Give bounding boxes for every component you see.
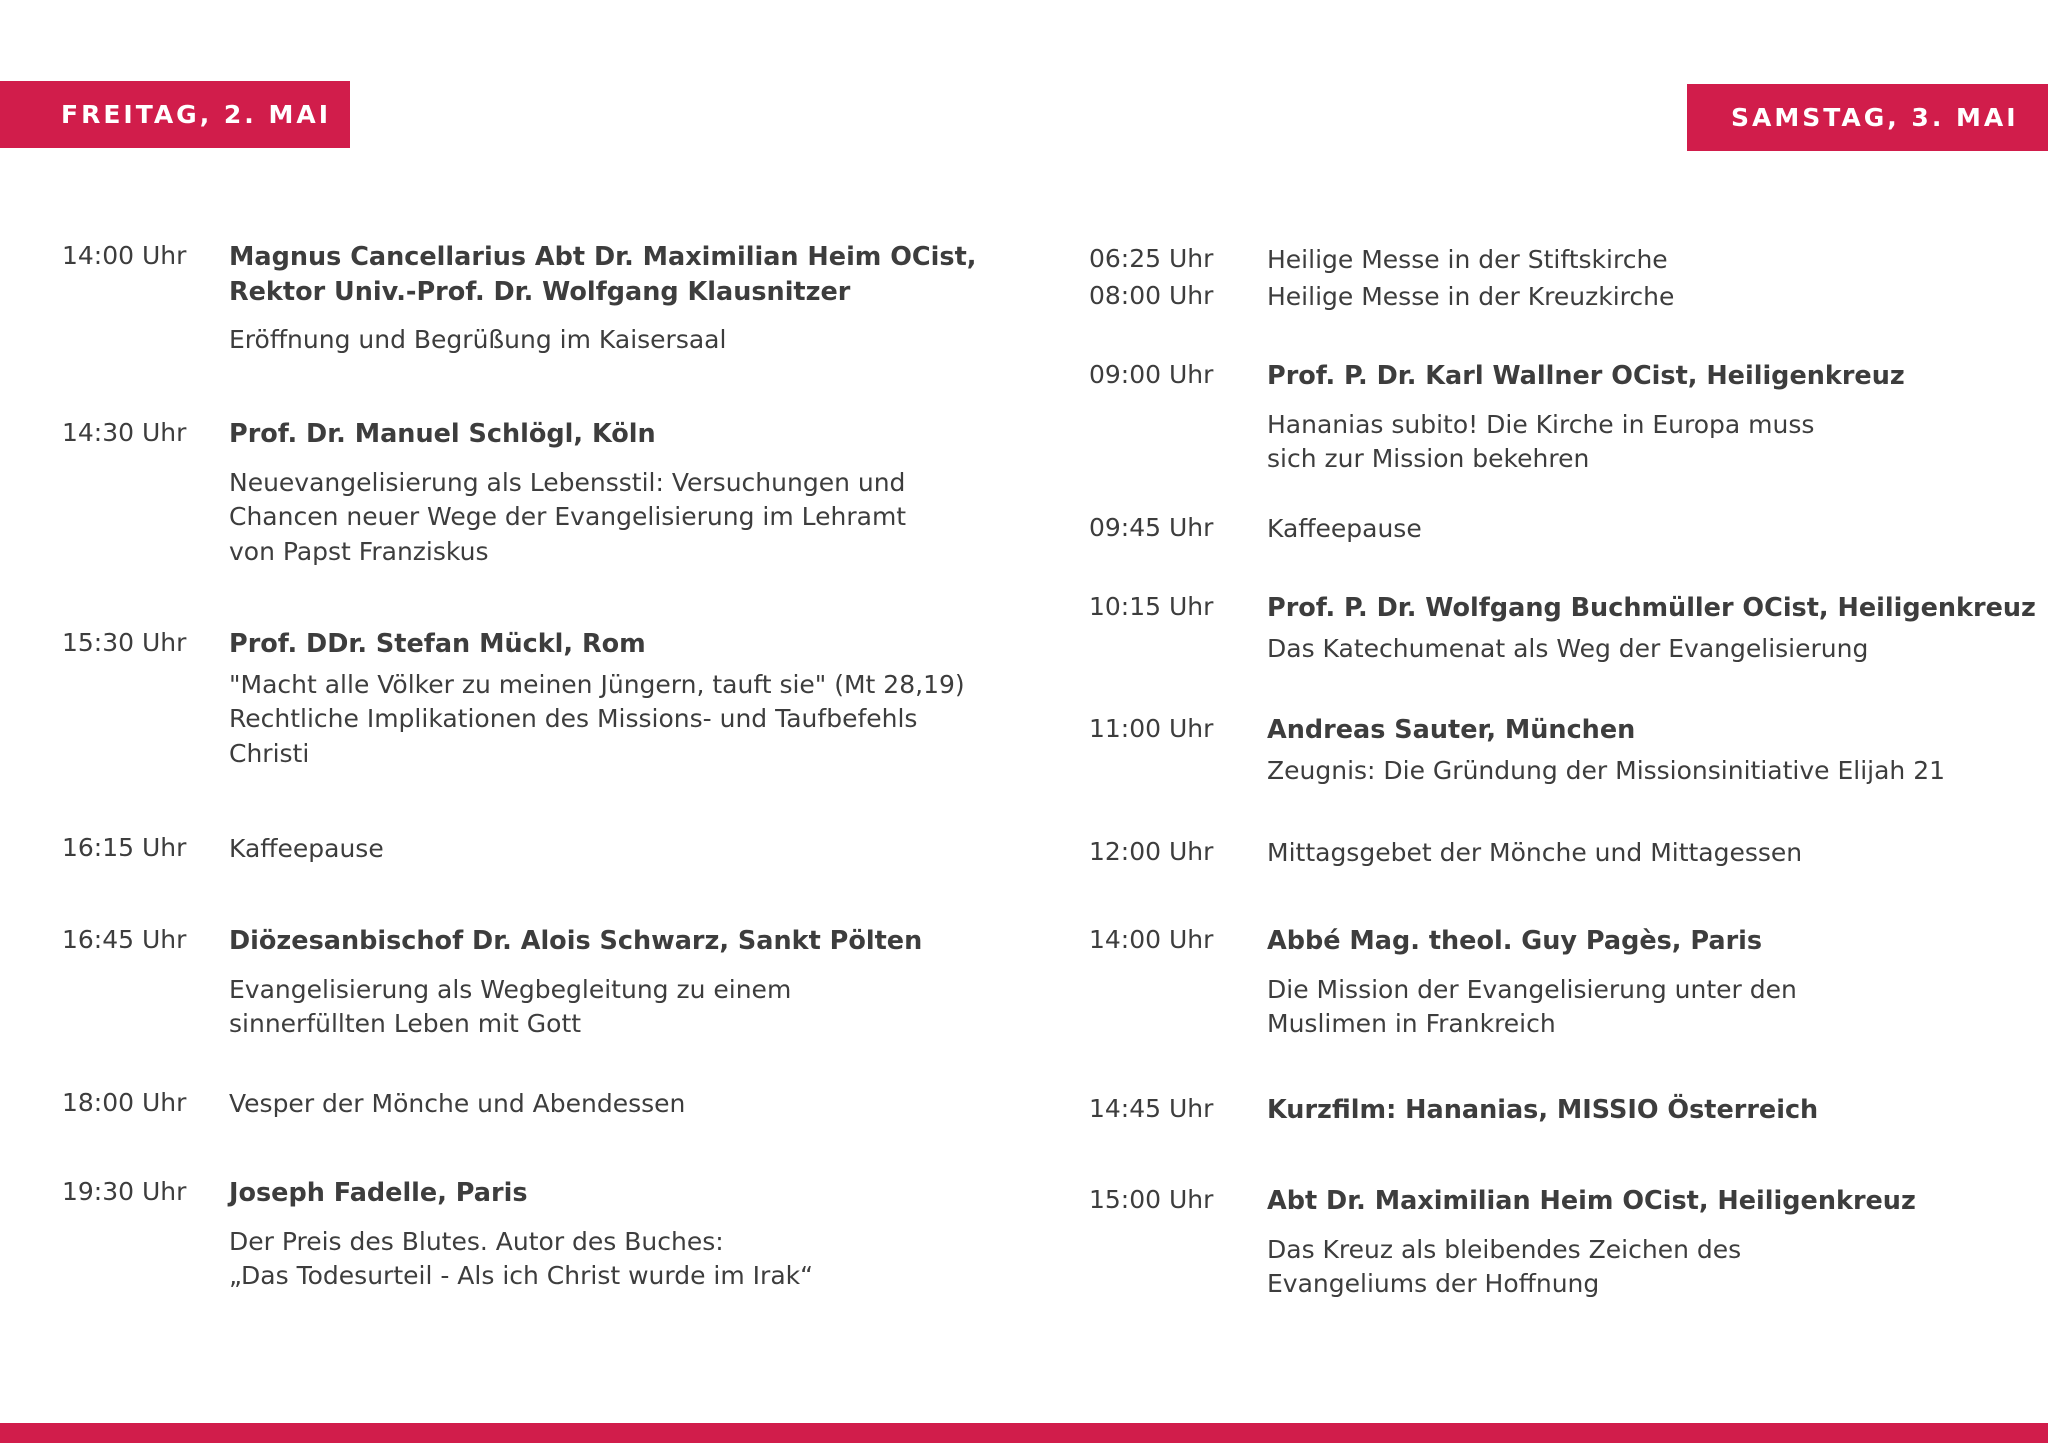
session-speaker bbox=[1267, 1093, 1818, 1128]
session-time: 14:00 Uhr bbox=[1089, 925, 1214, 954]
session-block bbox=[229, 924, 922, 1042]
session-description bbox=[1267, 1233, 1916, 1302]
session-speaker bbox=[1267, 591, 2036, 626]
speaker-line: Joseph Fadelle, Paris bbox=[229, 1178, 528, 1208]
session-time: 10:15 Uhr bbox=[1089, 592, 1214, 621]
description-line: Heilige Messe in der Kreuzkirche bbox=[1267, 282, 1675, 311]
session-description bbox=[1267, 973, 1797, 1042]
session-block bbox=[1267, 243, 1668, 278]
session-description bbox=[229, 973, 922, 1042]
description-line: Zeugnis: Die Gründung der Missionsinitiative Elijah 21 bbox=[1267, 755, 1946, 785]
session-time: 15:30 Uhr bbox=[62, 628, 187, 657]
session-block bbox=[1267, 359, 1905, 477]
session-speaker bbox=[1267, 359, 1905, 394]
session-description bbox=[1267, 632, 2036, 667]
description-line: Das Katechumenat als Weg der Evangelisierung bbox=[1267, 633, 1869, 663]
session-speaker bbox=[229, 240, 976, 309]
session-speaker bbox=[229, 1176, 813, 1211]
session-speaker bbox=[1267, 1184, 1916, 1219]
session-block bbox=[229, 1087, 685, 1122]
description-line: Neuevangelisierung als Lebensstil: Versuchungen und bbox=[229, 467, 906, 497]
speaker-line: Diözesanbischof Dr. Alois Schwarz, Sankt Pölten bbox=[229, 926, 923, 956]
session-time: 11:00 Uhr bbox=[1089, 714, 1214, 743]
description-line: Evangelisierung als Wegbegleitung zu einem bbox=[229, 974, 792, 1004]
session-speaker bbox=[229, 924, 922, 959]
speaker-line: Andreas Sauter, München bbox=[1267, 715, 1636, 745]
description-line: Vesper der Mönche und Abendessen bbox=[229, 1089, 686, 1118]
description-line: Kaffeepause bbox=[1267, 514, 1422, 543]
description-line: Eröffnung und Begrüßung im Kaisersaal bbox=[229, 325, 727, 354]
session-time: 06:25 Uhr bbox=[1089, 244, 1214, 273]
friday-header: FREITAG, 2. MAI bbox=[0, 81, 350, 148]
session-block bbox=[229, 417, 906, 569]
session-description bbox=[1267, 754, 1945, 789]
description-line: Hananias subito! Die Kirche in Europa muss bbox=[1267, 409, 1815, 439]
session-time: 09:00 Uhr bbox=[1089, 360, 1214, 389]
session-speaker bbox=[1267, 713, 1945, 748]
session-block bbox=[1267, 924, 1797, 1042]
session-time: 19:30 Uhr bbox=[62, 1177, 187, 1206]
description-line: Kaffeepause bbox=[229, 834, 384, 863]
session-description bbox=[229, 323, 976, 358]
speaker-line: Rektor Univ.-Prof. Dr. Wolfgang Klausnitzer bbox=[229, 276, 851, 307]
session-time: 16:45 Uhr bbox=[62, 925, 187, 954]
session-time: 15:00 Uhr bbox=[1089, 1185, 1214, 1214]
session-time: 09:45 Uhr bbox=[1089, 513, 1214, 542]
session-time: 16:15 Uhr bbox=[62, 833, 187, 862]
speaker-line: Prof. P. Dr. Karl Wallner OCist, Heiligenkreuz bbox=[1267, 361, 1905, 391]
session-time: 14:45 Uhr bbox=[1089, 1094, 1214, 1123]
session-block bbox=[1267, 713, 1945, 788]
description-line: Das Kreuz als bleibendes Zeichen des bbox=[1267, 1234, 1742, 1264]
description-line: Rechtliche Implikationen des Missions- und Taufbefehls bbox=[229, 704, 918, 733]
description-line: von Papst Franziskus bbox=[229, 536, 489, 566]
session-speaker bbox=[229, 417, 906, 452]
session-time: 12:00 Uhr bbox=[1089, 837, 1214, 866]
session-block bbox=[229, 832, 384, 867]
session-block bbox=[1267, 836, 1802, 871]
session-block bbox=[229, 240, 976, 358]
speaker-line: Kurzfilm: Hananias, MISSIO Österreich bbox=[1267, 1095, 1819, 1125]
session-block bbox=[1267, 1093, 1818, 1128]
session-description bbox=[1267, 243, 1668, 278]
description-line: sich zur Mission bekehren bbox=[1267, 444, 1590, 473]
session-block bbox=[229, 627, 965, 771]
speaker-line: Prof. DDr. Stefan Mückl, Rom bbox=[229, 629, 646, 659]
speaker-line: Abt Dr. Maximilian Heim OCist, Heiligenkreuz bbox=[1267, 1186, 1916, 1216]
description-line: Evangeliums der Hoffnung bbox=[1267, 1269, 1600, 1298]
description-line: Heilige Messe in der Stiftskirche bbox=[1267, 245, 1668, 274]
speaker-line: Abbé Mag. theol. Guy Pagès, Paris bbox=[1267, 926, 1763, 956]
session-description bbox=[229, 1087, 685, 1122]
description-line: sinnerfüllten Leben mit Gott bbox=[229, 1009, 582, 1038]
description-line: Der Preis des Blutes. Autor des Buches: bbox=[229, 1226, 724, 1256]
saturday-header: SAMSTAG, 3. MAI bbox=[1687, 84, 2048, 151]
description-line: "Macht alle Völker zu meinen Jüngern, tauft sie" (Mt 28,19) bbox=[229, 669, 965, 699]
session-block bbox=[1267, 1184, 1916, 1302]
bottom-accent-bar bbox=[0, 1423, 2048, 1443]
session-time: 18:00 Uhr bbox=[62, 1088, 187, 1117]
session-speaker bbox=[1267, 924, 1797, 959]
description-line: Die Mission der Evangelisierung unter den bbox=[1267, 974, 1797, 1004]
speaker-line: Prof. Dr. Manuel Schlögl, Köln bbox=[229, 419, 656, 449]
speaker-line: Prof. P. Dr. Wolfgang Buchmüller OCist, Heiligenkreuz bbox=[1267, 593, 2036, 623]
session-description bbox=[1267, 512, 1422, 547]
session-time: 08:00 Uhr bbox=[1089, 281, 1214, 310]
session-block bbox=[1267, 512, 1422, 547]
session-description bbox=[1267, 408, 1905, 477]
session-block bbox=[1267, 591, 2036, 666]
session-description bbox=[229, 668, 965, 772]
description-line: Christi bbox=[229, 738, 310, 768]
session-description bbox=[1267, 836, 1802, 871]
description-line: „Das Todesurteil - Als ich Christ wurde im Irak“ bbox=[229, 1261, 814, 1290]
description-line: Mittagsgebet der Mönche und Mittagessen bbox=[1267, 838, 1803, 867]
session-description bbox=[1267, 280, 1674, 315]
session-description bbox=[229, 466, 906, 570]
session-description bbox=[229, 832, 384, 867]
session-time: 14:00 Uhr bbox=[62, 241, 187, 270]
session-description bbox=[229, 1225, 813, 1294]
speaker-line: Magnus Cancellarius Abt Dr. Maximilian Heim OCist, bbox=[229, 242, 977, 272]
session-speaker bbox=[229, 627, 965, 662]
description-line: Muslimen in Frankreich bbox=[1267, 1009, 1556, 1038]
description-line: Chancen neuer Wege der Evangelisierung im Lehramt bbox=[229, 502, 907, 531]
session-time: 14:30 Uhr bbox=[62, 418, 187, 447]
session-block bbox=[229, 1176, 813, 1294]
session-block bbox=[1267, 280, 1674, 315]
